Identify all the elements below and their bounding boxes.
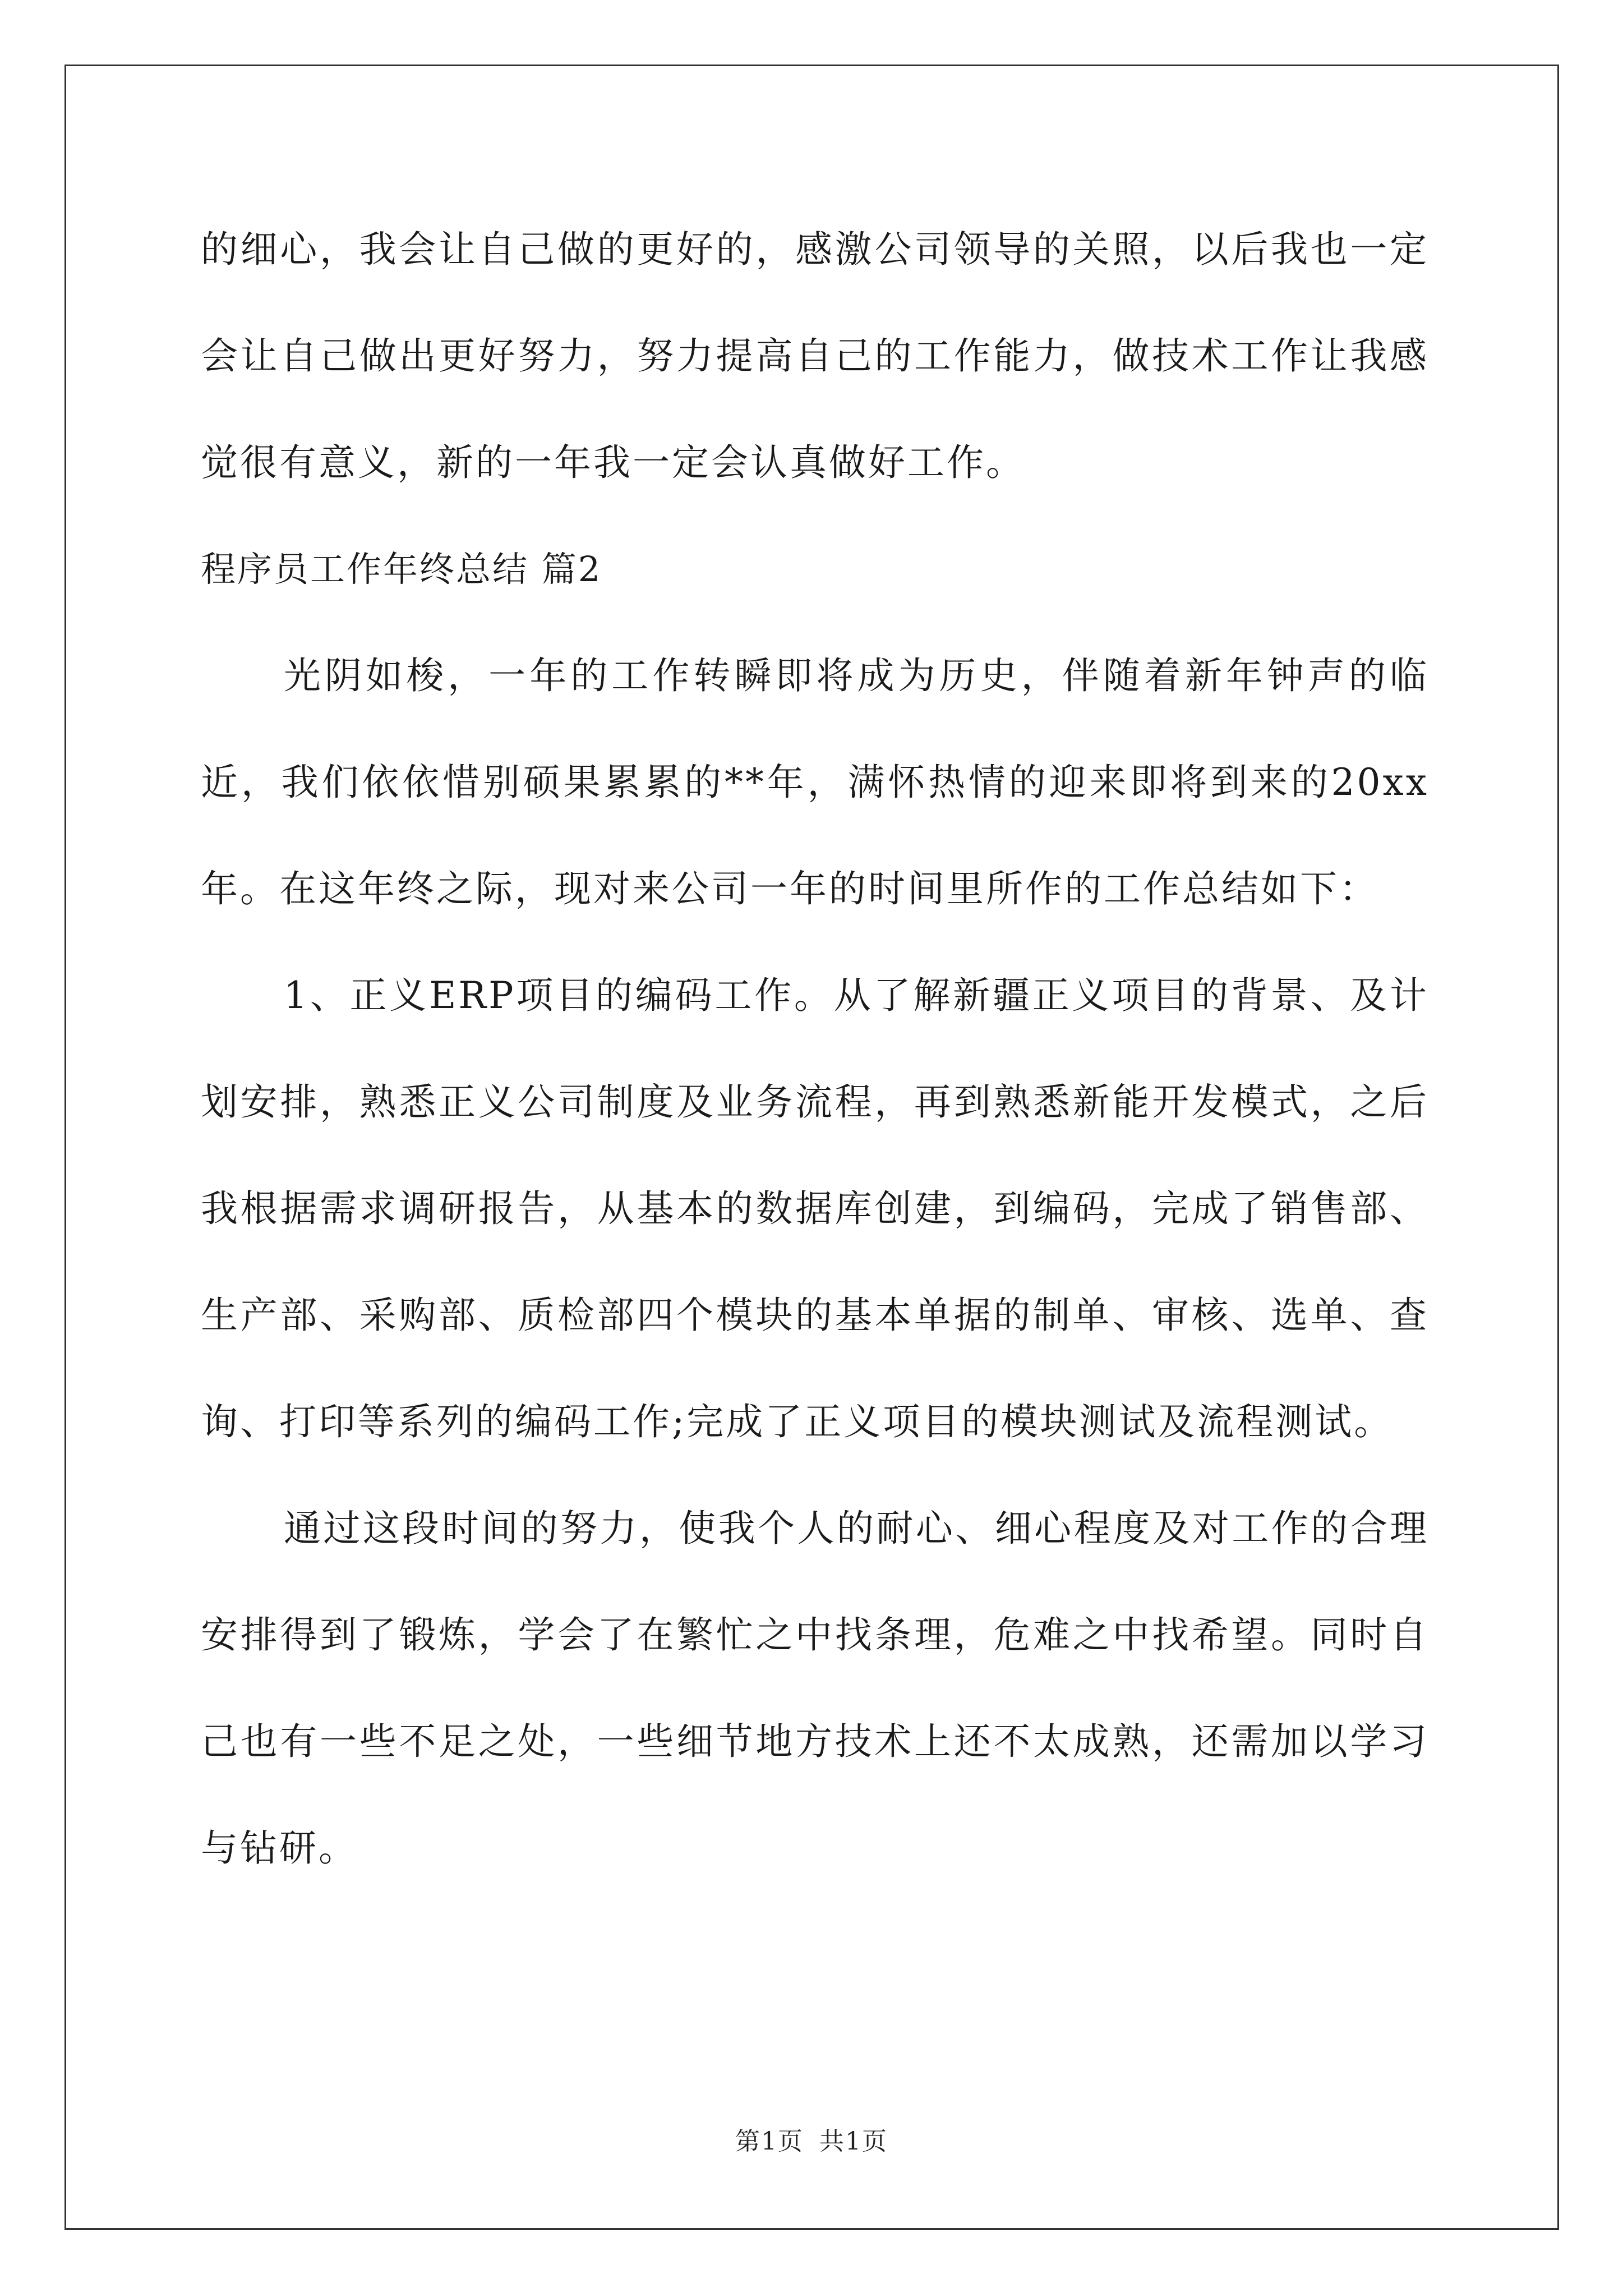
page-number: 第1页	[735, 2127, 804, 2156]
page-footer	[0, 2125, 1623, 2159]
section-heading: 程序员工作年终总结 篇2	[201, 549, 602, 590]
paragraph-reflection: 通过这段时间的努力，使我个人的耐心、细心程度及对工作的合理安排得到了锻炼，学会了在繁忙之中找条理，危难之中找希望。同时自己也有一些不足之处，一些细节地方技术上还不太成熟，还需加以学习与钻研。	[201, 1507, 1429, 1870]
document-body	[201, 196, 1429, 1902]
page-total: 共1页	[819, 2127, 888, 2156]
paragraph-intro: 光阴如梭，一年的工作转瞬即将成为历史，伴随着新年钟声的临近，我们依依惜别硕果累累的**年，满怀热情的迎来即将到来的20xx年。在这年终之际，现对来公司一年的时间里所作的工作总结如下：	[201, 654, 1429, 910]
paragraph-erp-project: 1、正义ERP项目的编码工作。从了解新疆正义项目的背景、及计划安排，熟悉正义公司制度及业务流程，再到熟悉新能开发模式，之后我根据需求调研报告，从基本的数据库创建，到编码，完成了销售部、生产部、采购部、质检部四个模块的基本单据的制单、审核、选单、查询、打印等系列的编码工作;完成了正义项目的模块测试及流程测试。	[201, 974, 1429, 1443]
paragraph-continuation: 的细心，我会让自己做的更好的，感激公司领导的关照，以后我也一定会让自己做出更好努力，努力提高自己的工作能力，做技术工作让我感觉很有意义，新的一年我一定会认真做好工作。	[201, 228, 1429, 484]
